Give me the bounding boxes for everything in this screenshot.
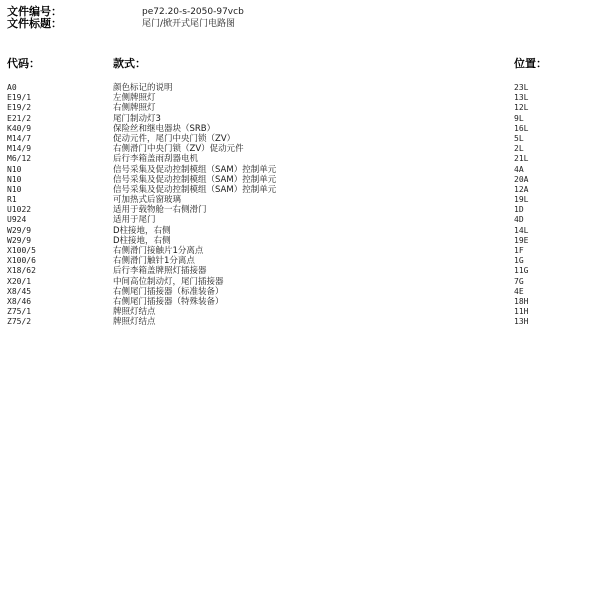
table-row <box>0 165 603 175</box>
row-position: 13H <box>514 317 529 327</box>
row-code: M6/12 <box>7 154 32 164</box>
row-code: E19/1 <box>7 93 32 103</box>
row-description: 可加热式后窗玻璃 <box>113 195 182 206</box>
table-row <box>0 215 603 225</box>
row-description: 牌照灯结点 <box>113 317 156 328</box>
table-row <box>0 103 603 113</box>
row-description: 尾门制动灯3 <box>113 113 161 124</box>
row-description: 信号采集及促动控制模组（SAM）控制单元 <box>113 184 277 195</box>
table-row <box>0 256 603 266</box>
table-row <box>0 226 603 236</box>
table-row <box>0 185 603 195</box>
table-row <box>0 93 603 103</box>
document-title-row <box>7 18 244 30</box>
document-title-label: 文件标题： <box>7 17 62 30</box>
row-position: 2L <box>514 144 524 154</box>
row-position: 11H <box>514 307 529 317</box>
row-position: 14L <box>514 225 529 235</box>
table-row <box>0 287 603 297</box>
row-position: 7G <box>514 276 524 286</box>
row-code: Z75/2 <box>7 317 32 327</box>
row-code: W29/9 <box>7 225 32 235</box>
table-row <box>0 124 603 134</box>
row-description: 后行李箱盖牌照灯插接器 <box>113 266 207 277</box>
row-description: 右侧滑门中央门锁（ZV）促动元件 <box>113 144 244 155</box>
row-description: D柱接地，右侧 <box>113 235 171 246</box>
row-code: U1022 <box>7 205 32 215</box>
table-row <box>0 266 603 276</box>
row-code: N10 <box>7 164 22 174</box>
row-code: U924 <box>7 215 27 225</box>
table-row <box>0 195 603 205</box>
table-row <box>0 246 603 256</box>
row-position: 20A <box>514 174 529 184</box>
row-position: 23L <box>514 83 529 92</box>
row-position: 19L <box>514 195 529 205</box>
row-description: 颜色标记的说明 <box>113 83 173 93</box>
row-position: 18H <box>514 296 529 306</box>
table-row <box>0 307 603 317</box>
table-row <box>0 154 603 164</box>
document-number-value: pe72.20-s-2050-97vcb <box>142 7 244 17</box>
row-position: 12A <box>514 184 529 194</box>
table-row <box>0 144 603 154</box>
document-meta <box>7 6 244 30</box>
row-position: 4D <box>514 215 524 225</box>
row-description: 促动元件，尾门中央门锁（ZV） <box>113 133 236 144</box>
row-description: 信号采集及促动控制模组（SAM）控制单元 <box>113 164 277 175</box>
document-number-label: 文件编号： <box>7 5 62 18</box>
row-position: 11G <box>514 266 529 276</box>
row-description: 右侧尾门插接器（特殊装备） <box>113 296 224 307</box>
row-code: X8/46 <box>7 296 32 306</box>
row-code: Z75/1 <box>7 307 32 317</box>
row-code: X18/62 <box>7 266 36 276</box>
row-code: N10 <box>7 184 22 194</box>
row-code: R1 <box>7 195 17 205</box>
row-description: 适用于尾门 <box>113 215 156 226</box>
column-header-model: 款式： <box>113 57 146 70</box>
row-code: X100/5 <box>7 246 36 255</box>
table-row <box>0 277 603 287</box>
row-code: E19/2 <box>7 103 32 113</box>
row-position: 19E <box>514 235 529 245</box>
row-code: X20/1 <box>7 276 32 286</box>
row-description: 后行李箱盖雨刮器电机 <box>113 154 199 165</box>
table-row <box>0 297 603 307</box>
row-description: 保险丝和继电器块（SRB） <box>113 123 216 134</box>
row-code: W29/9 <box>7 235 32 245</box>
row-code: N10 <box>7 174 22 184</box>
table-row <box>0 114 603 124</box>
row-description: 右侧滑门触针1分离点 <box>113 256 195 267</box>
table-row <box>0 205 603 215</box>
table-header <box>0 57 603 71</box>
row-description: D柱接地，右侧 <box>113 225 171 236</box>
row-description: 右侧滑门接触片1分离点 <box>113 246 204 256</box>
row-position: 13L <box>514 93 529 103</box>
table-row <box>0 134 603 144</box>
table-row <box>0 317 603 327</box>
table-row <box>0 236 603 246</box>
row-position: 21L <box>514 154 529 164</box>
row-position: 1G <box>514 256 524 266</box>
row-code: E21/2 <box>7 113 32 123</box>
row-position: 1D <box>514 205 524 215</box>
document-title-value: 尾门/掀开式尾门电路图 <box>142 19 236 29</box>
row-description: 适用于载物舱一右侧滑门 <box>113 205 207 216</box>
component-table <box>0 83 603 328</box>
row-code: X100/6 <box>7 256 36 266</box>
row-description: 中间高位制动灯，尾门插接器 <box>113 276 224 287</box>
row-description: 右侧牌照灯 <box>113 103 156 114</box>
row-code: X8/45 <box>7 286 32 296</box>
row-description: 右侧尾门插接器（标准装备） <box>113 286 224 297</box>
row-code: K40/9 <box>7 123 32 133</box>
column-header-code: 代码： <box>7 57 40 70</box>
column-header-position: 位置： <box>514 57 547 70</box>
row-description: 牌照灯结点 <box>113 307 156 318</box>
row-position: 9L <box>514 113 524 123</box>
row-description: 左侧牌照灯 <box>113 93 156 104</box>
table-row <box>0 175 603 185</box>
row-code: A0 <box>7 83 17 92</box>
row-position: 12L <box>514 103 529 113</box>
row-position: 16L <box>514 123 529 133</box>
row-code: M14/9 <box>7 144 32 154</box>
row-code: M14/7 <box>7 133 32 143</box>
table-row <box>0 83 603 93</box>
row-position: 4E <box>514 286 524 296</box>
row-position: 4A <box>514 164 524 174</box>
row-position: 5L <box>514 133 524 143</box>
row-position: 1F <box>514 246 524 255</box>
row-description: 信号采集及促动控制模组（SAM）控制单元 <box>113 174 277 185</box>
